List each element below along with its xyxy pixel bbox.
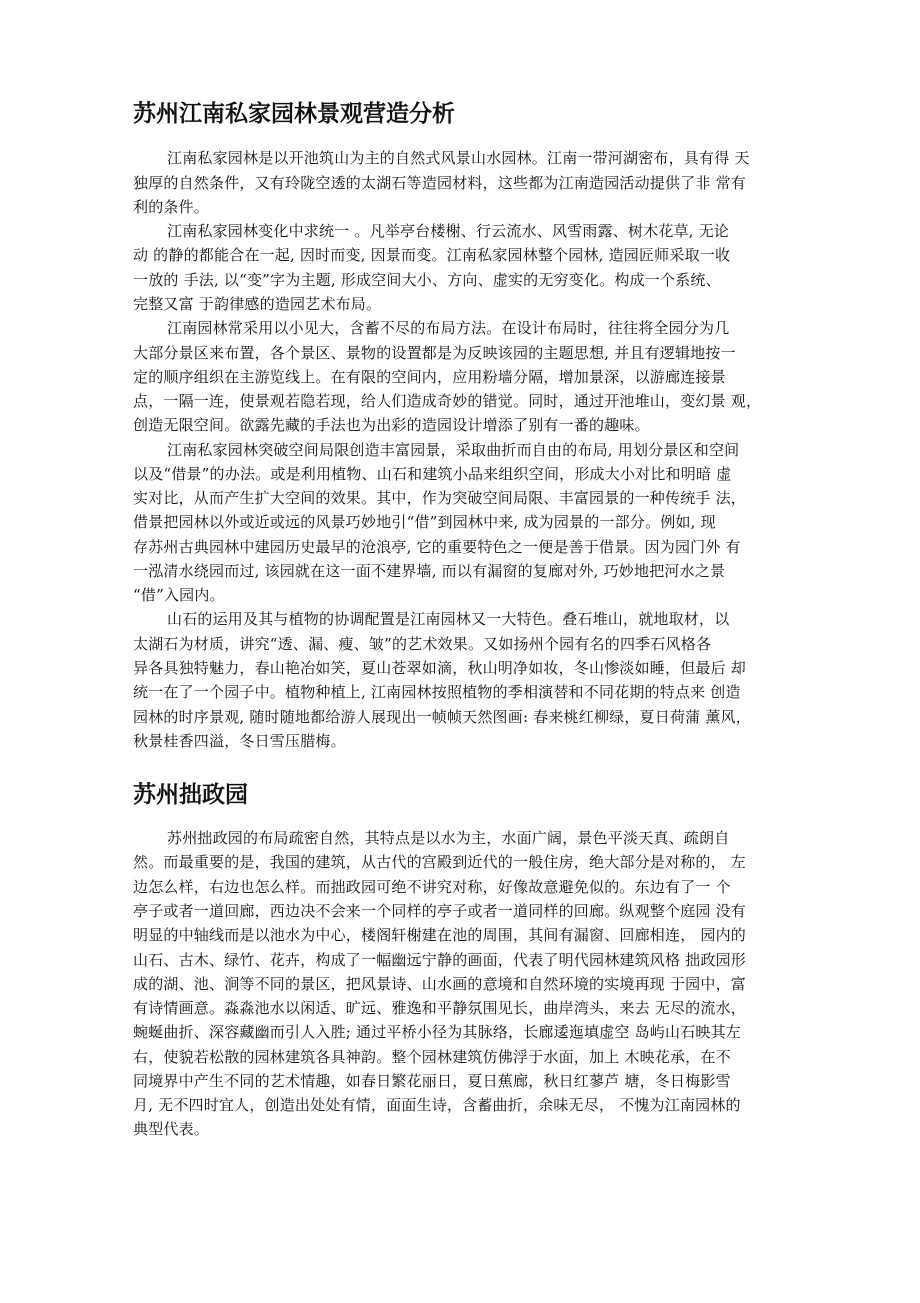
paragraph-line: 完整又富 于韵律感的造园艺术布局。 [133, 295, 382, 313]
paragraph-line: “借”入园内。 [133, 586, 225, 604]
paragraph-line: 一泓清水绕园而过, 该园就在这一面不建界墙, 而以有漏窗的复廊对外, 巧妙地把河水之景 [133, 562, 726, 580]
paragraph-line: 定的顺序组织在主游览线上。在有限的空间内，应用粉墙分隔，增加景深，以游廊连接景 [133, 368, 726, 386]
paragraph-line: 成的湖、池、涧等不同的景区，把风景诗、山水画的意境和自然环境的实境再现 于园中，富 [133, 975, 746, 993]
section-title-humble-administrator-garden: 苏州拙政园 [133, 782, 248, 808]
paragraph-line: 江南私家园林变化中求统一 。凡举亭台楼榭、行云流水、风雪雨露、树木花草, 无论 [167, 222, 730, 240]
paragraph-line: 然。而最重要的是，我国的建筑，从古代的宫殿到近代的一般住房，绝大部分是对称的， 左 [133, 853, 746, 871]
paragraph-line: 典型代表。 [133, 1120, 210, 1138]
paragraph-line: 利的条件。 [133, 198, 210, 216]
paragraph-line: 有诗情画意。淼淼池水以闲适、旷远、雅逸和平静氛围见长，曲岸湾头，来去 无尽的流水， [133, 999, 746, 1017]
paragraph-line: 江南园林常采用以小见大，含蓄不尽的布局方法。在设计布局时，往往将全园分为几 [167, 319, 730, 337]
paragraph-line: 创造无限空间。欲露先藏的手法也为出彩的造园设计增添了别有一番的趣味。 [133, 416, 650, 434]
paragraph-line: 实对比，从而产生扩大空间的效果。其中，作为突破空间局限、丰富园景的一种传统手 法， [133, 489, 746, 507]
paragraph-line: 亭子或者一道回廊，西边决不会来一个同样的亭子或者一道同样的回廊。纵观整个庭园 没有 [133, 902, 746, 920]
paragraph-line: 统一在了一个园子中。植物种植上, 江南园林按照植物的季相演替和不同花期的特点来 创造 [133, 683, 741, 701]
paragraph-line: 边怎么样，右边也怎么样。而拙政园可绝不讲究对称，好像故意避免似的。东边有了一 个 [133, 878, 731, 896]
paragraph-line: 太湖石为材质，讲究“透、漏、瘦、皱”的艺术效果。又如扬州个园有名的四季石风格各 [133, 635, 712, 653]
paragraph-line: 同境界中产生不同的艺术情趣，如春日繁花丽日，夏日蕉廊，秋日红蓼芦 塘，冬日梅影雪 [133, 1072, 731, 1090]
paragraph-line: 山石、古木、绿竹、花卉，构成了一幅幽远宁静的画面，代表了明代园林建筑风格 拙政园形 [133, 951, 746, 969]
paragraph-line: 苏州拙政园的布局疏密自然，其特点是以水为主，水面广阔，景色平淡天真、疏朗自 [167, 829, 730, 847]
paragraph-line: 借景把园林以外或近或远的风景巧妙地引“借”到园林中来, 成为园景的一部分。例如, 现 [133, 513, 716, 531]
paragraph-line: 大部分景区来布置，各个景区、景物的设置都是为反映该园的主题思想, 并且有逻辑地按一 [133, 344, 736, 362]
paragraph-line: 山石的运用及其与植物的协调配置是江南园林又一大特色。叠石堆山，就地取材，以 [167, 610, 730, 628]
paragraph-line: 一放的 手法, 以“变”字为主题, 形成空间大小、方向、虚实的无穷变化。构成一个系统、 [133, 271, 721, 289]
paragraph-line: 独厚的自然条件，又有玲陇空透的太湖石等造园材料，这些都为江南造园活动提供了非 常有 [133, 174, 746, 192]
section-title-suzhou-private-gardens: 苏州江南私家园林景观营造分析 [133, 101, 455, 127]
paragraph-line: 蜿蜒曲折、深容藏幽而引人入胜; 通过平桥小径为其脉络，长廊逶迤填虚空 岛屿山石映其左 [133, 1023, 741, 1041]
paragraph-line: 以及“借景”的办法。或是利用植物、山石和建筑小品来组织空间，形成大小对比和明暗 虚 [133, 465, 732, 483]
paragraph-line: 异各具独特魅力，春山艳冶如笑，夏山苍翠如滴，秋山明净如妆，冬山惨淡如睡，但最后 却 [133, 659, 746, 677]
paragraph-line: 点，一隔一连，使景观若隐若现，给人们造成奇妙的错觉。同时，通过开池堆山，变幻景 观， [133, 392, 762, 410]
paragraph-line: 江南私家园林突破空间局限创造丰富园景，采取曲折而自由的布局, 用划分景区和空间 [167, 441, 740, 459]
paragraph-line: 园林的时序景观, 随时随地都给游人展现出一帧帧天然图画: 春来桃红柳绿，夏日荷蒲 薰风， [133, 708, 751, 726]
paragraph-line: 江南私家园林是以开池筑山为主的自然式风景山水园林。江南一带河湖密布，具有得 天 [167, 149, 750, 167]
paragraph-line: 存苏州古典园林中建园历史最早的沧浪亭, 它的重要特色之一便是善于借景。因为园门外 有 [133, 538, 741, 556]
paragraph-line: 动 的静的都能合在一起, 因时而变, 因景而变。江南私家园林整个园林, 造园匠师采取一收 [133, 246, 731, 264]
paragraph-line: 月, 无不四时宜人，创造出处处有情，面面生诗，含蓄曲折，余味无尽， 不愧为江南园林的 [133, 1096, 741, 1114]
paragraph-line: 明显的中轴线而是以池水为中心，楼阁轩榭建在池的周围，其间有漏窗、回廊相连， 园内的 [133, 926, 746, 944]
paragraph-line: 右，使貌若松散的园林建筑各具神韵。整个园林建筑仿佛浮于水面，加上 木映花承，在不 [133, 1048, 731, 1066]
paragraph-line: 秋景桂香四溢，冬日雪压腊梅。 [133, 732, 346, 750]
